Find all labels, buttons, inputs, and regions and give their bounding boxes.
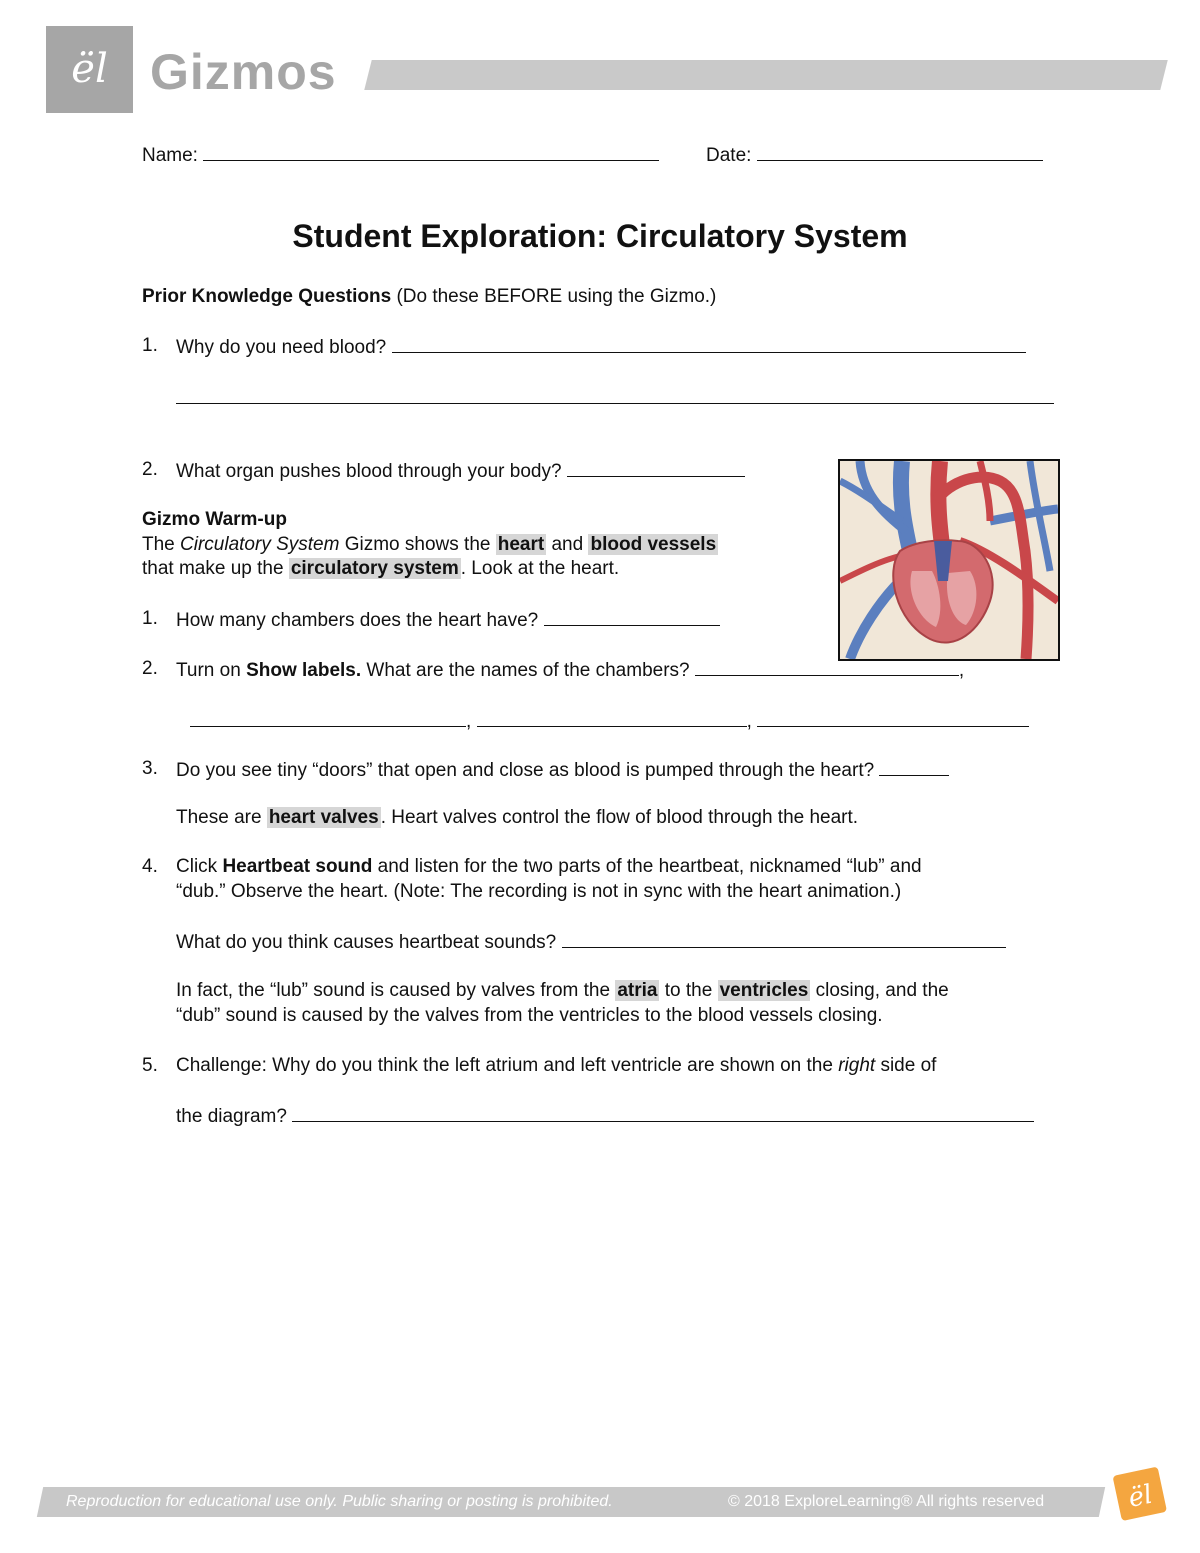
heartbeat-question: What do you think causes heartbeat sounds? — [176, 929, 1006, 955]
explorelearning-footer-logo — [1107, 1465, 1171, 1525]
prior-knowledge-heading: Prior Knowledge Questions (Do these BEFORE using the Gizmo.) — [142, 286, 717, 307]
prior-q1: 1. — [142, 335, 158, 356]
warmup-q4-line-1: Click Heartbeat sound and listen for the two parts of the heartbeat, nicknamed “lub” and — [176, 856, 922, 877]
heartbeat-answer-line[interactable] — [562, 929, 1006, 948]
heart-valves-note: These are heart valves . Heart valves control the flow of blood through the heart. — [176, 807, 859, 828]
prior-q2-answer-line[interactable] — [567, 458, 745, 477]
chamber-answer-line-1[interactable] — [695, 657, 959, 676]
chamber-answer-line-2[interactable] — [190, 708, 466, 727]
warmup-q1: How many chambers does the heart have? — [176, 607, 720, 633]
warmup-q2-number: 2. — [142, 658, 158, 679]
chamber-answer-line-4[interactable] — [757, 708, 1029, 727]
date-row — [706, 142, 1043, 168]
gizmos-brand: Gizmos — [150, 44, 337, 100]
warmup-q2: Turn on Show labels. What are the names of the chambers? , — [176, 657, 964, 683]
warmup-q5-line-1: Challenge: Why do you think the left atrium and left ventricle are shown on the right side of — [176, 1055, 937, 1076]
prior-q1-answer-line-2[interactable] — [176, 403, 1054, 404]
prior-q1-answer-line-1[interactable] — [392, 334, 1026, 353]
lub-dub-fact-line-1: In fact, the “lub” sound is caused by valves from the atria to the ventricles closing, and the — [176, 980, 949, 1001]
prior-q1-text: Why do you need blood? — [176, 334, 1026, 360]
explorelearning-logo: ël — [46, 26, 133, 113]
warmup-q5-number: 5. — [142, 1055, 158, 1076]
date-field[interactable] — [757, 142, 1043, 161]
warmup-heading: Gizmo Warm-up — [142, 509, 287, 530]
header-bar — [364, 60, 1167, 90]
warmup-intro-line-1: The Circulatory System Gizmo shows the heart and blood vessels — [142, 534, 717, 555]
page-title: Student Exploration: Circulatory System — [292, 218, 908, 254]
warmup-q5-answer-line[interactable] — [292, 1103, 1034, 1122]
prior-q2: 2. — [142, 459, 158, 480]
warmup-q3-answer-line[interactable] — [879, 757, 949, 776]
warmup-q3-number: 3. — [142, 758, 158, 779]
warmup-intro-line-2: that make up the circulatory system . Look at the heart. — [142, 558, 620, 579]
name-field[interactable] — [203, 142, 659, 161]
lub-dub-fact-line-2: “dub” sound is caused by the valves from the ventricles to the blood vessels closing. — [176, 1005, 883, 1026]
name-label: Name: — [142, 145, 198, 166]
footer-disclaimer: Reproduction for educational use only. Public sharing or posting is prohibited. — [66, 1493, 613, 1510]
footer-copyright: © 2018 ExploreLearning® All rights reserved — [728, 1493, 1045, 1510]
prior-q2-text: What organ pushes blood through your body? — [176, 458, 745, 484]
heart-diagram-image — [838, 459, 1060, 661]
warmup-q5-line-2: the diagram? — [176, 1103, 1034, 1129]
chamber-answer-row: , , — [190, 708, 1029, 734]
warmup-q4-line-2: “dub.” Observe the heart. (Note: The recording is not in sync with the heart animation.) — [176, 881, 902, 902]
warmup-q1-number: 1. — [142, 608, 158, 629]
svg-text:ël: ël — [1125, 1479, 1156, 1514]
chamber-answer-line-3[interactable] — [477, 708, 747, 727]
warmup-q1-answer-line[interactable] — [544, 607, 720, 626]
warmup-q4-number: 4. — [142, 856, 158, 877]
date-label: Date: — [706, 145, 752, 166]
warmup-q3: Do you see tiny “doors” that open and close as blood is pumped through the heart? — [176, 757, 949, 783]
name-row — [142, 142, 659, 168]
